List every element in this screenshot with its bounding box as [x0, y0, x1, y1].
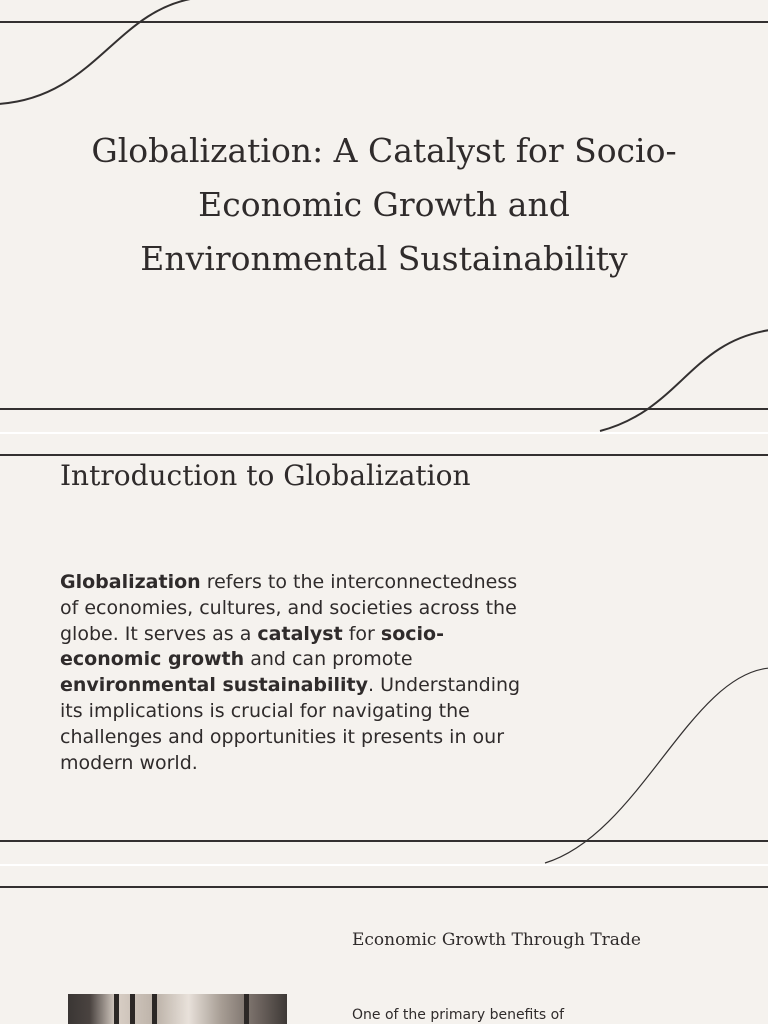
top-left-curve	[0, 0, 196, 104]
paragraph-text: . Understanding its implications is crucial for navigating the challenges and opportunities it presents in our modern world.	[60, 674, 521, 774]
trade-photo-image	[68, 994, 287, 1024]
presentation-title: Globalization: A Catalyst for Socio-Economic Growth and Environmental Sustainability	[91, 131, 677, 278]
introduction-slide	[0, 434, 768, 864]
intro-paragraph	[60, 570, 530, 776]
paragraph-text: and can promote	[244, 648, 413, 671]
paragraph-text: for	[342, 622, 381, 645]
paragraph-start: One of the primary benefits of	[352, 1007, 565, 1023]
keyword-catalyst: catalyst	[257, 622, 343, 645]
keyword-globalization: Globalization	[60, 571, 201, 593]
section-heading: Introduction to Globalization	[60, 459, 471, 492]
keyword-environmental-sustainability: environmental sustainability	[60, 674, 369, 697]
top-divider-line	[0, 886, 768, 888]
section-heading: Economic Growth Through Trade	[352, 930, 641, 950]
paragraph-text: refers to the interconnectedness of economies, cultures, and societies across the globe. It serves as a	[60, 571, 518, 645]
right-curve	[545, 668, 768, 863]
keyword-socio-economic-growth: socio-economic growth	[60, 622, 444, 671]
title-slide	[0, 0, 768, 432]
bottom-right-curve	[600, 330, 768, 431]
economic-growth-slide	[0, 866, 768, 1024]
